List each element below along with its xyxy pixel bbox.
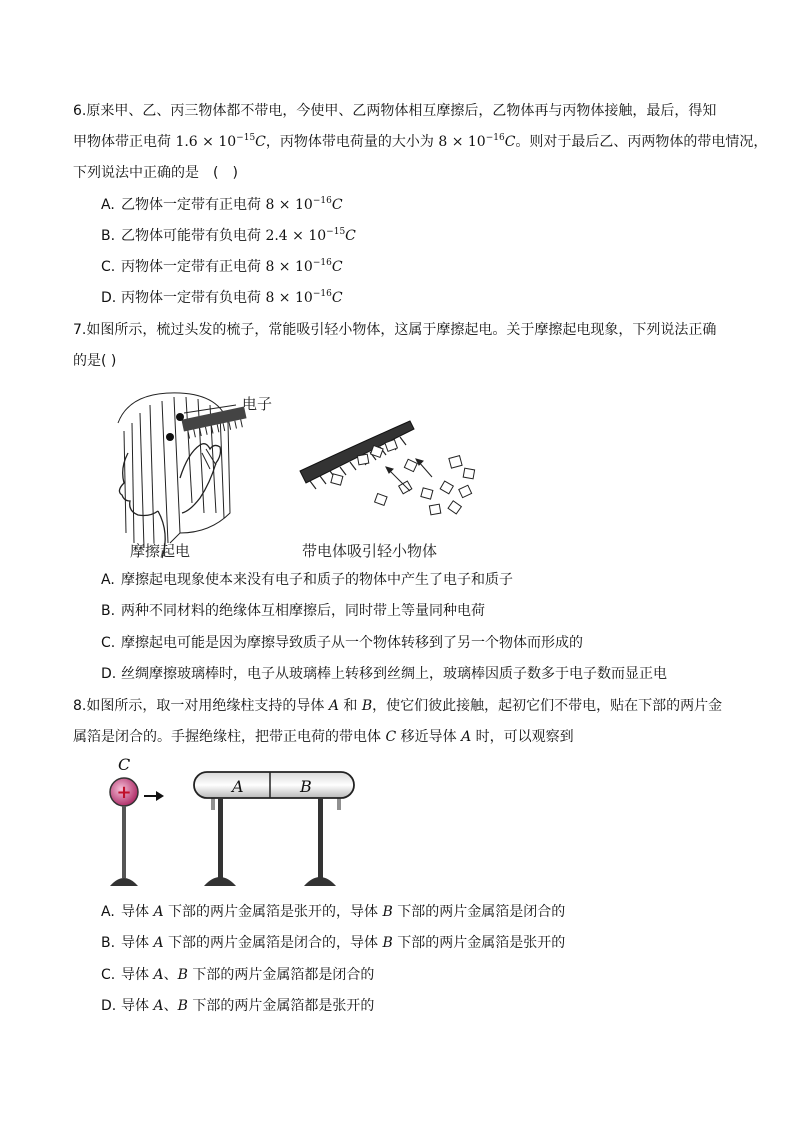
q6-charge-bing-unit: C [504, 134, 516, 150]
paper-piece [375, 494, 387, 506]
paper-piece [404, 459, 417, 471]
option-text: 下部的两片金属箔是闭合的 [392, 904, 566, 920]
paper-piece [440, 481, 453, 494]
option-label: A. [101, 904, 115, 920]
q8-stem-line-2 [73, 727, 574, 747]
paper-piece [449, 456, 462, 469]
paper-piece [463, 468, 474, 479]
q8-text: 和 [338, 698, 362, 714]
q6-text: 甲物体带正电荷 [73, 134, 176, 150]
option-text: 乙物体一定带有正电荷 [121, 197, 266, 213]
option-label: D. [101, 666, 117, 682]
q6-charge-bing-exponent: −16 [485, 133, 505, 143]
option-exponent: −15 [326, 227, 346, 237]
q6-charge-jia [175, 134, 265, 150]
q6-text: ，丙物体带电荷量的大小为 [265, 134, 439, 150]
option-label: C. [101, 635, 116, 651]
paper-piece [331, 474, 343, 485]
option-mantissa: 2.4 × 10 [265, 228, 327, 244]
option-text: 下部的两片金属箔是张开的，导体 [163, 904, 383, 920]
base-B [304, 877, 336, 886]
option-text: 下部的两片金属箔都是张开的 [187, 998, 375, 1014]
option-label: B. [101, 603, 116, 619]
option-mantissa: 8 × 10 [265, 290, 313, 306]
option-text: 、 [163, 967, 178, 983]
option-exponent: −16 [312, 258, 332, 268]
q7-option-c[interactable] [101, 633, 583, 653]
var-B: B [382, 904, 393, 920]
q6-charge-jia-exponent: −15 [236, 133, 256, 143]
conductor-A-B [194, 772, 354, 798]
option-unit: C [331, 259, 343, 275]
q8-figure [100, 752, 370, 894]
var-B: B [361, 698, 373, 714]
option-text: 导体 [121, 998, 154, 1014]
option-text: 下部的两片金属箔都是闭合的 [187, 967, 375, 983]
var-C: C [385, 729, 397, 745]
option-text: 摩擦起电现象使本来没有电子和质子的物体中产生了电子和质子 [121, 572, 513, 588]
q6-charge-jia-unit: C [255, 134, 266, 150]
q6-stem-line-1: 6.原来甲、乙、丙三物体都不带电，今使甲、乙两物体相互摩擦后，乙物体再与丙物体接触，最后，得知 [73, 103, 717, 119]
option-text: 丙物体一定带有正电荷 [121, 259, 266, 275]
option-mantissa: 8 × 10 [265, 197, 313, 213]
base-C [110, 878, 138, 886]
insulating-stand-C [122, 806, 126, 878]
option-label: C. [101, 259, 116, 275]
q7-option-b[interactable] [101, 601, 485, 621]
label-C: C [118, 755, 131, 774]
q6-text: 。则对于最后乙、丙两物体的带电情况， [515, 134, 768, 150]
option-text: 、 [163, 998, 178, 1014]
paper-piece [459, 485, 472, 497]
q6-stem-line-2 [73, 132, 767, 152]
option-exponent: −16 [312, 196, 332, 206]
q8-option-c[interactable] [101, 965, 374, 985]
q8-stem-line-1 [73, 696, 722, 716]
electron-dot [176, 413, 184, 421]
comb-attracting-paper-illustration [300, 421, 475, 515]
option-text: 丝绸摩擦玻璃棒时，电子从玻璃棒上转移到丝绸上，玻璃棒因质子数多于电子数而显正电 [121, 666, 667, 682]
paper-piece [448, 501, 461, 514]
label-B: B [300, 777, 312, 796]
var-A: A [461, 729, 472, 745]
option-text: 下部的两片金属箔是张开的 [392, 935, 566, 951]
var-B: B [177, 998, 188, 1014]
option-label: C. [101, 967, 116, 983]
option-text: 导体 [121, 935, 154, 951]
q6-charge-bing [438, 134, 515, 150]
positive-charge-symbol: + [116, 782, 132, 803]
attraction-arrow [388, 469, 410, 491]
option-label: A. [101, 197, 115, 213]
q6-stem-line-3: 下列说法中正确的是 ( ) [73, 165, 238, 181]
q8-text: ，使它们彼此接触，起初它们不带电，贴在下部的两片金 [372, 698, 723, 714]
var-B: B [177, 967, 188, 983]
option-unit: C [331, 197, 343, 213]
var-B: B [382, 935, 393, 951]
var-A: A [328, 698, 339, 714]
var-A: A [153, 998, 164, 1014]
q7-option-a[interactable] [101, 570, 513, 590]
paper-piece [399, 481, 412, 494]
paper-piece [429, 504, 440, 515]
q6-option-b[interactable] [101, 226, 356, 246]
electron-label: 电子 [242, 395, 273, 413]
q7-option-d[interactable] [101, 664, 667, 684]
option-text: 导体 [121, 967, 154, 983]
option-label: D. [101, 290, 117, 306]
q7-figure [110, 383, 510, 563]
option-unit: C [331, 290, 343, 306]
option-text: 乙物体可能带有负电荷 [121, 228, 266, 244]
option-label: B. [101, 228, 116, 244]
charged-comb [300, 421, 414, 483]
paper-piece [357, 454, 368, 465]
electron-dot [166, 433, 174, 441]
q6-charge-bing-mantissa: 8 × 10 [438, 134, 486, 150]
var-A: A [153, 967, 164, 983]
q8-text: 时，可以观察到 [471, 729, 574, 745]
option-label: D. [101, 998, 117, 1014]
option-label: A. [101, 572, 115, 588]
q6-option-a[interactable] [101, 195, 343, 215]
q8-text: 属箔是闭合的。手握绝缘柱，把带正电荷的带电体 [73, 729, 386, 745]
option-text: 下部的两片金属箔是闭合的，导体 [163, 935, 383, 951]
caption-friction-electrification: 摩擦起电 [130, 542, 191, 560]
option-text: 丙物体一定带有负电荷 [121, 290, 266, 306]
base-A [204, 877, 236, 886]
var-A: A [153, 904, 164, 920]
q8-option-d[interactable] [101, 996, 374, 1016]
option-text: 两种不同材料的绝缘体互相摩擦后，同时带上等量同种电荷 [121, 603, 485, 619]
option-text: 导体 [121, 904, 154, 920]
q6-option-d[interactable] [101, 288, 343, 308]
q8-text: 8.如图所示，取一对用绝缘柱支持的导体 [73, 698, 329, 714]
q7-stem-line-2: 的是( ) [73, 353, 117, 369]
var-A: A [153, 935, 164, 951]
option-exponent: −16 [312, 289, 332, 299]
insulating-stand-B [318, 798, 323, 878]
q8-option-b[interactable] [101, 933, 565, 953]
q6-option-c[interactable] [101, 257, 343, 277]
insulating-stand-A [218, 798, 223, 878]
q8-option-a[interactable] [101, 902, 565, 922]
q6-charge-jia-mantissa: 1.6 × 10 [175, 134, 237, 150]
caption-charged-body-attracts: 带电体吸引轻小物体 [302, 542, 438, 560]
move-arrow-head [156, 791, 164, 801]
q8-text: 移近导体 [396, 729, 462, 745]
arrow-head [386, 467, 393, 473]
label-A: A [232, 777, 244, 796]
option-unit: C [345, 228, 356, 244]
option-text: 摩擦起电可能是因为摩擦导致质子从一个物体转移到了另一个物体而形成的 [121, 635, 583, 651]
option-mantissa: 8 × 10 [265, 259, 313, 275]
q7-stem-line-1: 7.如图所示，梳过头发的梳子，常能吸引轻小物体，这属于摩擦起电。关于摩擦起电现象，下列说法正确 [73, 322, 717, 338]
option-label: B. [101, 935, 116, 951]
paper-piece [421, 488, 433, 499]
